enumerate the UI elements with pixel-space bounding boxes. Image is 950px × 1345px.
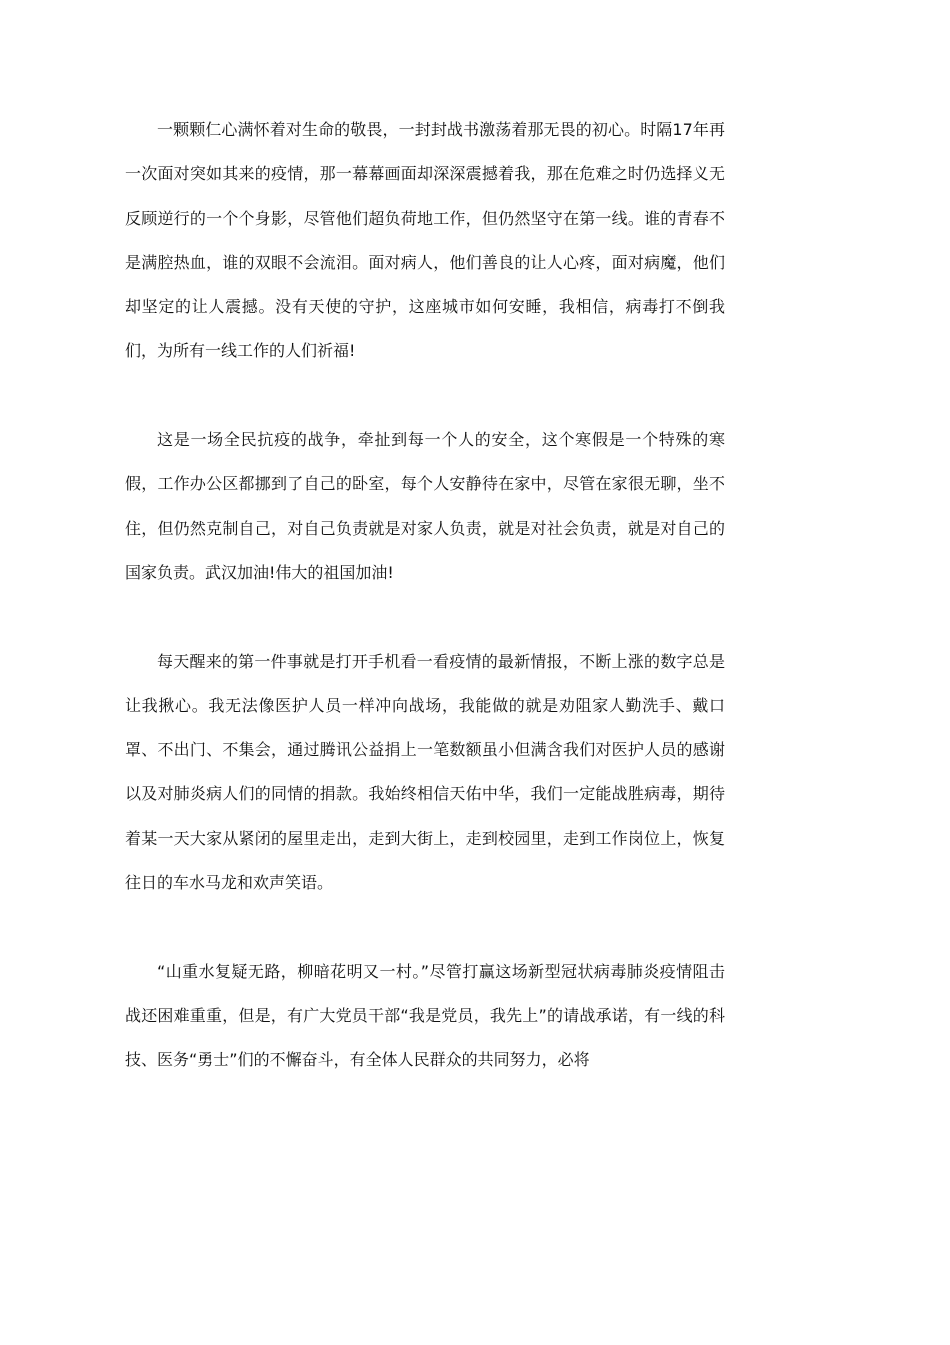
document-body <box>125 108 725 1083</box>
paragraph-2: 这是一场全民抗疫的战争，牵扯到每一个人的安全，这个寒假是一个特殊的寒假，工作办公区都挪到了自己的卧室，每个人安静待在家中，尽管在家很无聊，坐不住，但仍然克制自己，对自己负责就是对家人负责，就是对社会负责，就是对自己的国家负责。武汉加油!伟大的祖国加油! <box>125 430 725 582</box>
paragraph-4: “山重水复疑无路，柳暗花明又一村。”尽管打赢这场新型冠状病毒肺炎疫情阻击战还困难重重，但是，有广大党员干部“我是党员，我先上”的请战承诺，有一线的科技、医务“勇士”们的不懈奋斗，有全体人民群众的共同努力，必将 <box>125 961 725 1070</box>
paragraph-1: 一颗颗仁心满怀着对生命的敬畏，一封封战书激荡着那无畏的初心。时隔17年再一次面对突如其来的疫情，那一幕幕画面却深深震撼着我，那在危难之时仍选择义无反顾逆行的一个个身影，尽管他们超负荷地工作，但仍然坚守在第一线。谁的青春不是满腔热血，谁的双眼不会流泪。面对病人，他们善良的让人心疼，面对病魔，他们却坚定的让人震撼。没有天使的守护，这座城市如何安睡，我相信，病毒打不倒我们，为所有一线工作的人们祈福! <box>125 120 725 361</box>
paragraph-3: 每天醒来的第一件事就是打开手机看一看疫情的最新情报，不断上涨的数字总是让我揪心。我无法像医护人员一样冲向战场，我能做的就是劝阻家人勤洗手、戴口罩、不出门、不集会，通过腾讯公益捐上一笔数额虽小但满含我们对医护人员的感谢以及对肺炎病人们的同情的捐款。我始终相信天佑中华，我们一定能战胜病毒，期待着某一天大家从紧闭的屋里走出，走到大街上，走到校园里，走到工作岗位上，恢复往日的车水马龙和欢声笑语。 <box>125 651 725 893</box>
